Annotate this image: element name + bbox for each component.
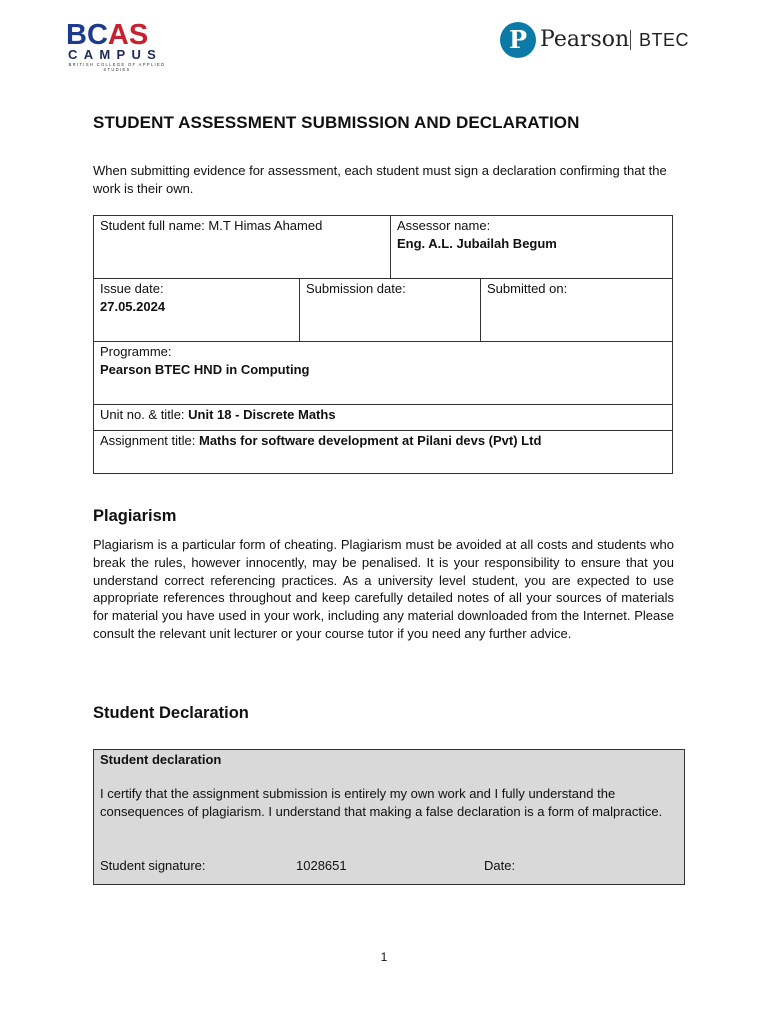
- signature-label: Student signature:: [100, 858, 206, 873]
- issue-date-label: Issue date:: [100, 281, 164, 296]
- bcas-wordmark: BCAS: [66, 19, 149, 51]
- bcas-campus-text: CAMPUS: [68, 47, 163, 62]
- date-label: Date:: [484, 858, 516, 873]
- unit-value: Unit 18 - Discrete Maths: [188, 407, 336, 422]
- page-number: 1: [380, 950, 388, 964]
- assessor-value: Eng. A.L. Jubailah Begum: [397, 236, 557, 251]
- intro-paragraph: When submitting evidence for assessment, each student must sign a declaration confirming that the work is their own.: [93, 163, 667, 196]
- signature-value: 1028651: [296, 858, 347, 873]
- declaration-box: [93, 749, 685, 885]
- student-declaration-heading: Student Declaration: [93, 704, 249, 722]
- submission-date-label: Submission date:: [306, 281, 406, 296]
- assessor-label: Assessor name:: [397, 218, 491, 233]
- bcas-campus-logo: [66, 19, 170, 72]
- issue-date-value: 27.05.2024: [100, 299, 166, 314]
- student-name-value: M.T Himas Ahamed: [208, 218, 323, 233]
- programme-label: Programme:: [100, 344, 172, 359]
- plagiarism-heading: Plagiarism: [93, 507, 177, 525]
- declaration-statement: I certify that the assignment submission is entirely my own work and I fully understand the consequences of plagiarism. I understand that making a false declaration is a form of malpractice.: [100, 786, 663, 819]
- bcas-subtitle: BRITISH COLLEGE OF APPLIED STUDIES: [68, 62, 166, 72]
- programme-cell: [94, 342, 672, 405]
- assignment-cell: [94, 431, 672, 473]
- plagiarism-paragraph: Plagiarism is a particular form of cheating. Plagiarism must be avoided at all costs and students who break the rules, however innocently, may be penalised. It is your responsibility to ensure that you understand correct referencing practices. As a university level student, you are expected to use appropriate references throughout and keep carefully detailed notes of all your sources of materials for material you have used in your work, including any material downloaded from the Internet. Please consult the relevant unit lecturer or your course tutor if you need any further advice.: [93, 537, 674, 641]
- assessor-cell: [391, 216, 672, 279]
- submission-info-table: [93, 215, 673, 474]
- submitted-on-label: Submitted on:: [487, 281, 568, 296]
- assignment-value: Maths for software development at Pilani devs (Pvt) Ltd: [199, 433, 542, 448]
- student-name-cell: [94, 216, 391, 279]
- document-title: STUDENT ASSESSMENT SUBMISSION AND DECLARATION: [93, 113, 580, 132]
- unit-label: Unit no. & title:: [100, 407, 185, 422]
- pearson-btec-logo: [500, 22, 690, 58]
- pearson-mark-icon: P: [500, 22, 536, 58]
- programme-value: Pearson BTEC HND in Computing: [100, 362, 310, 377]
- issue-date-cell: [94, 279, 300, 342]
- student-name-label: Student full name:: [100, 218, 205, 233]
- btec-wordmark: BTEC: [639, 30, 690, 50]
- declaration-box-heading: Student declaration: [100, 752, 222, 767]
- logo-divider: [630, 30, 631, 50]
- submission-date-cell: [300, 279, 481, 342]
- unit-cell: [94, 405, 672, 431]
- pearson-wordmark: Pearson: [540, 27, 630, 52]
- assignment-label: Assignment title:: [100, 433, 196, 448]
- submitted-on-cell: [481, 279, 672, 342]
